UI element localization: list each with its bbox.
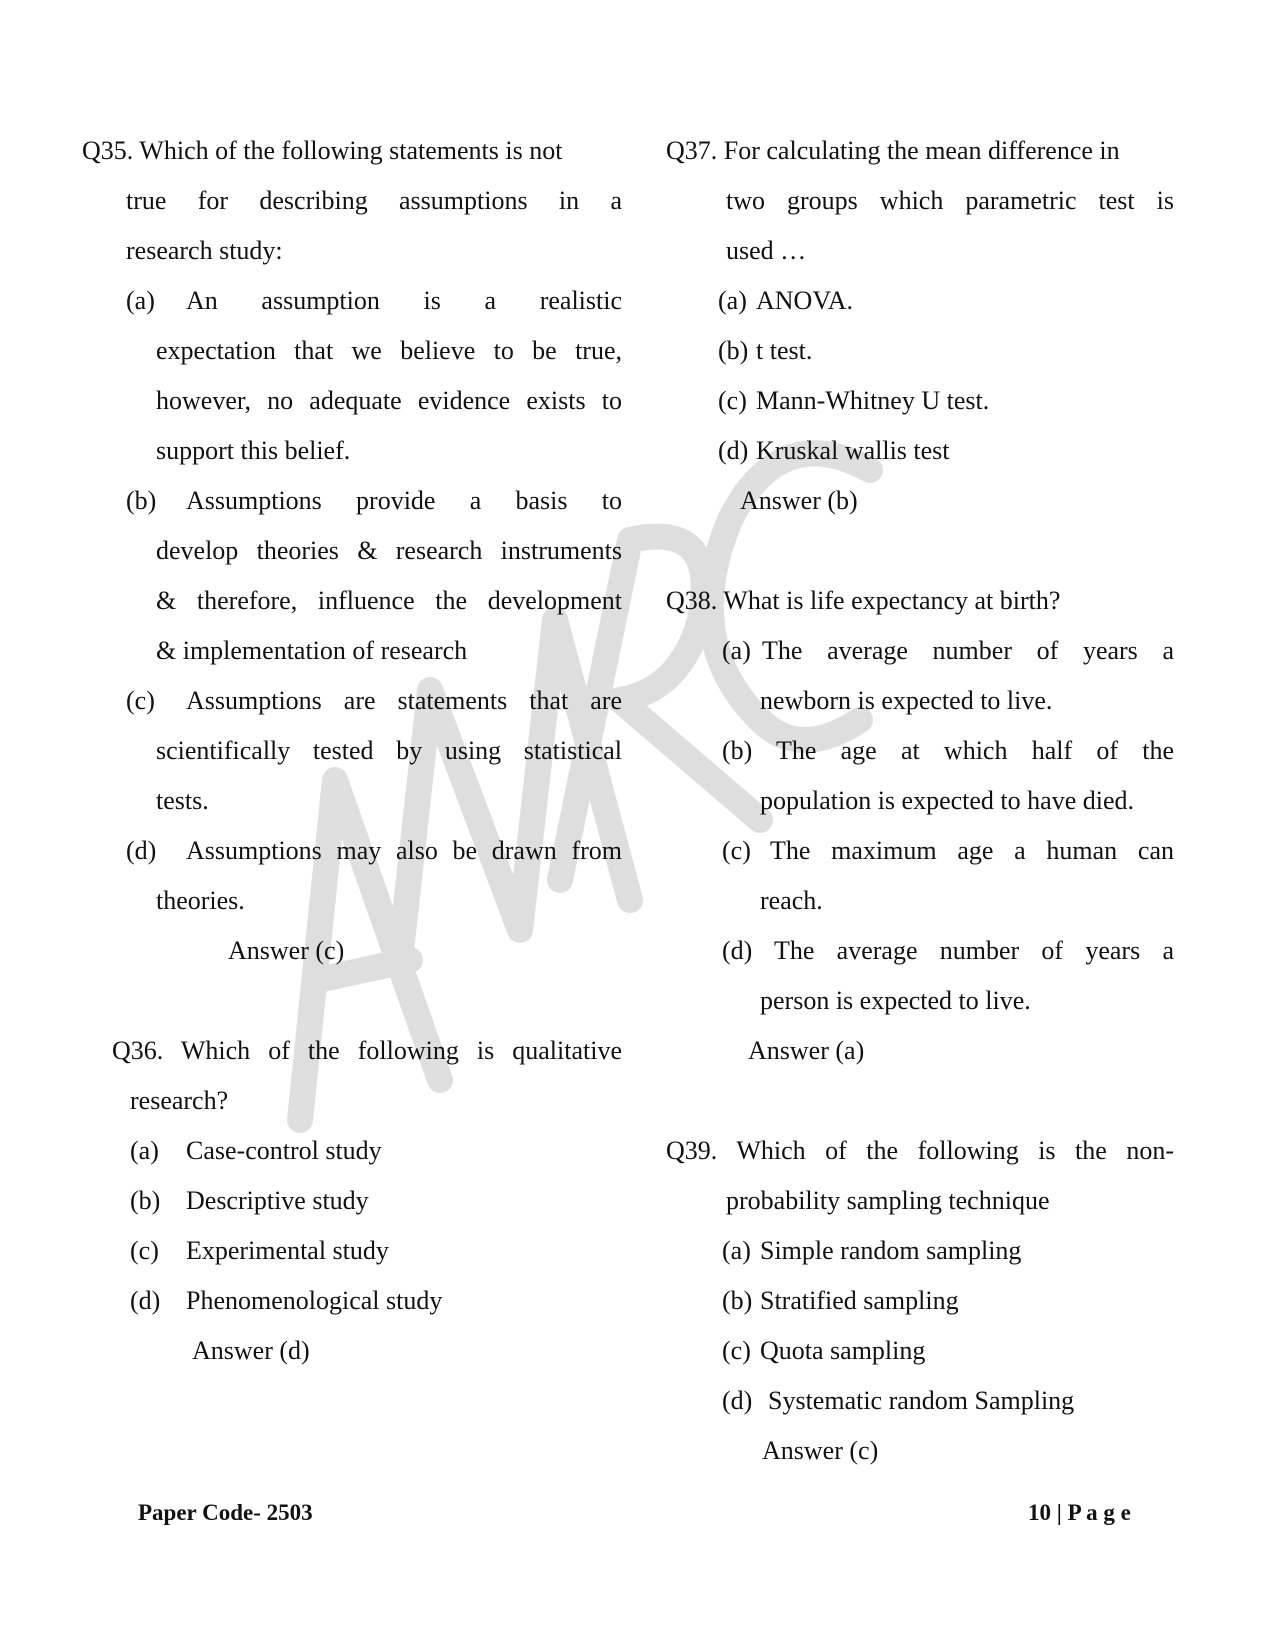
q38-option-b-line1: The age at which half of the — [776, 736, 1174, 765]
q35-option-a-line2: expectation that we believe to be true, — [156, 336, 622, 365]
q37-stem-line2: two groups which parametric test is — [726, 186, 1174, 215]
q36-option-b-text: Descriptive study — [186, 1186, 369, 1215]
q35-option-b-line4: & implementation of research — [156, 636, 468, 665]
q36-option-d-text: Phenomenological study — [186, 1286, 443, 1315]
q38-option-d-line2: person is expected to live. — [760, 986, 1031, 1015]
q35-option-c-line3: tests. — [156, 786, 209, 815]
q37-option-d-label: (d) — [718, 436, 749, 465]
q35-option-d-label: (d) — [126, 836, 157, 865]
q38-option-d-label: (d) — [722, 936, 753, 965]
paper-code: Paper Code- 2503 — [138, 1500, 313, 1525]
q39-option-a-text: Simple random sampling — [760, 1236, 1022, 1265]
q39-stem-line2: probability sampling technique — [726, 1186, 1050, 1215]
q38-option-d-line1: The average number of years a — [774, 936, 1174, 965]
q35-option-a-line3: however, no adequate evidence exists to — [156, 386, 622, 415]
page-number: 10 | P a g e — [1028, 1500, 1131, 1525]
q35-stem-line1: Q35. Which of the following statements is not — [82, 136, 563, 165]
q36-option-b-label: (b) — [130, 1186, 161, 1215]
q36-answer: Answer (d) — [192, 1336, 310, 1365]
q36-option-c-text: Experimental study — [186, 1236, 389, 1265]
q36-option-d-label: (d) — [130, 1286, 161, 1315]
q38-option-b-label: (b) — [722, 736, 753, 765]
q37-option-c-text: Mann-Whitney U test. — [756, 386, 990, 415]
q37-option-b-text: t test. — [756, 336, 813, 365]
q35-option-c-line1: Assumptions are statements that are — [186, 686, 622, 715]
q39-option-b-text: Stratified sampling — [760, 1286, 959, 1315]
q38-option-a-label: (a) — [722, 636, 751, 665]
q38-answer: Answer (a) — [748, 1036, 865, 1065]
q35-stem-line3: research study: — [126, 236, 283, 265]
q39-option-d-text: Systematic random Sampling — [768, 1386, 1075, 1415]
q37-option-b-label: (b) — [718, 336, 749, 365]
q35-option-a-line1: An assumption is a realistic — [186, 286, 622, 315]
q37-stem-line1: Q37. For calculating the mean difference in — [666, 136, 1120, 165]
q36-stem-line2: research? — [130, 1086, 229, 1115]
q37-option-d-text: Kruskal wallis test — [756, 436, 950, 465]
q35-option-c-line2: scientifically tested by using statistical — [156, 736, 622, 765]
q39-option-a-label: (a) — [722, 1236, 751, 1265]
q37-answer: Answer (b) — [740, 486, 858, 515]
q37-option-c-label: (c) — [718, 386, 747, 415]
q39-answer: Answer (c) — [762, 1436, 879, 1465]
q39-option-c-text: Quota sampling — [760, 1336, 926, 1365]
q35-option-c-label: (c) — [126, 686, 155, 715]
q36-option-a-text: Case-control study — [186, 1136, 382, 1165]
q37-stem-line3: used … — [726, 236, 807, 265]
q35-answer: Answer (c) — [228, 936, 345, 965]
q38-option-c-label: (c) — [722, 836, 751, 865]
q35-stem-line2: true for describing assumptions in a — [126, 186, 622, 215]
q37-option-a-label: (a) — [718, 286, 747, 315]
q35-option-d-line1: Assumptions may also be drawn from — [186, 836, 622, 865]
q36-stem-line1: Q36. Which of the following is qualitative — [112, 1036, 622, 1065]
q36-option-a-label: (a) — [130, 1136, 159, 1165]
q35-option-b-line3: & therefore, influence the development — [156, 586, 622, 615]
q35-option-a-label: (a) — [126, 286, 155, 315]
q39-stem-line1: Q39. Which of the following is the non- — [666, 1136, 1174, 1165]
q39-option-c-label: (c) — [722, 1336, 751, 1365]
q35-option-b-line2: develop theories & research instruments — [156, 536, 622, 565]
q38-option-a-line2: newborn is expected to live. — [760, 686, 1053, 715]
q35-option-d-line2: theories. — [156, 886, 245, 915]
q38-option-c-line1: The maximum age a human can — [770, 836, 1174, 865]
q35-option-b-line1: Assumptions provide a basis to — [186, 486, 622, 515]
q35-option-a-line4: support this belief. — [156, 436, 351, 465]
q37-option-a-text: ANOVA. — [756, 286, 854, 315]
q38-option-b-line2: population is expected to have died. — [760, 786, 1135, 815]
q38-option-c-line2: reach. — [760, 886, 823, 915]
q39-option-d-label: (d) — [722, 1386, 753, 1415]
q38-option-a-line1: The average number of years a — [762, 636, 1174, 665]
q39-option-b-label: (b) — [722, 1286, 753, 1315]
q38-stem-line1: Q38. What is life expectancy at birth? — [666, 586, 1061, 615]
q36-option-c-label: (c) — [130, 1236, 159, 1265]
q35-option-b-label: (b) — [126, 486, 157, 515]
